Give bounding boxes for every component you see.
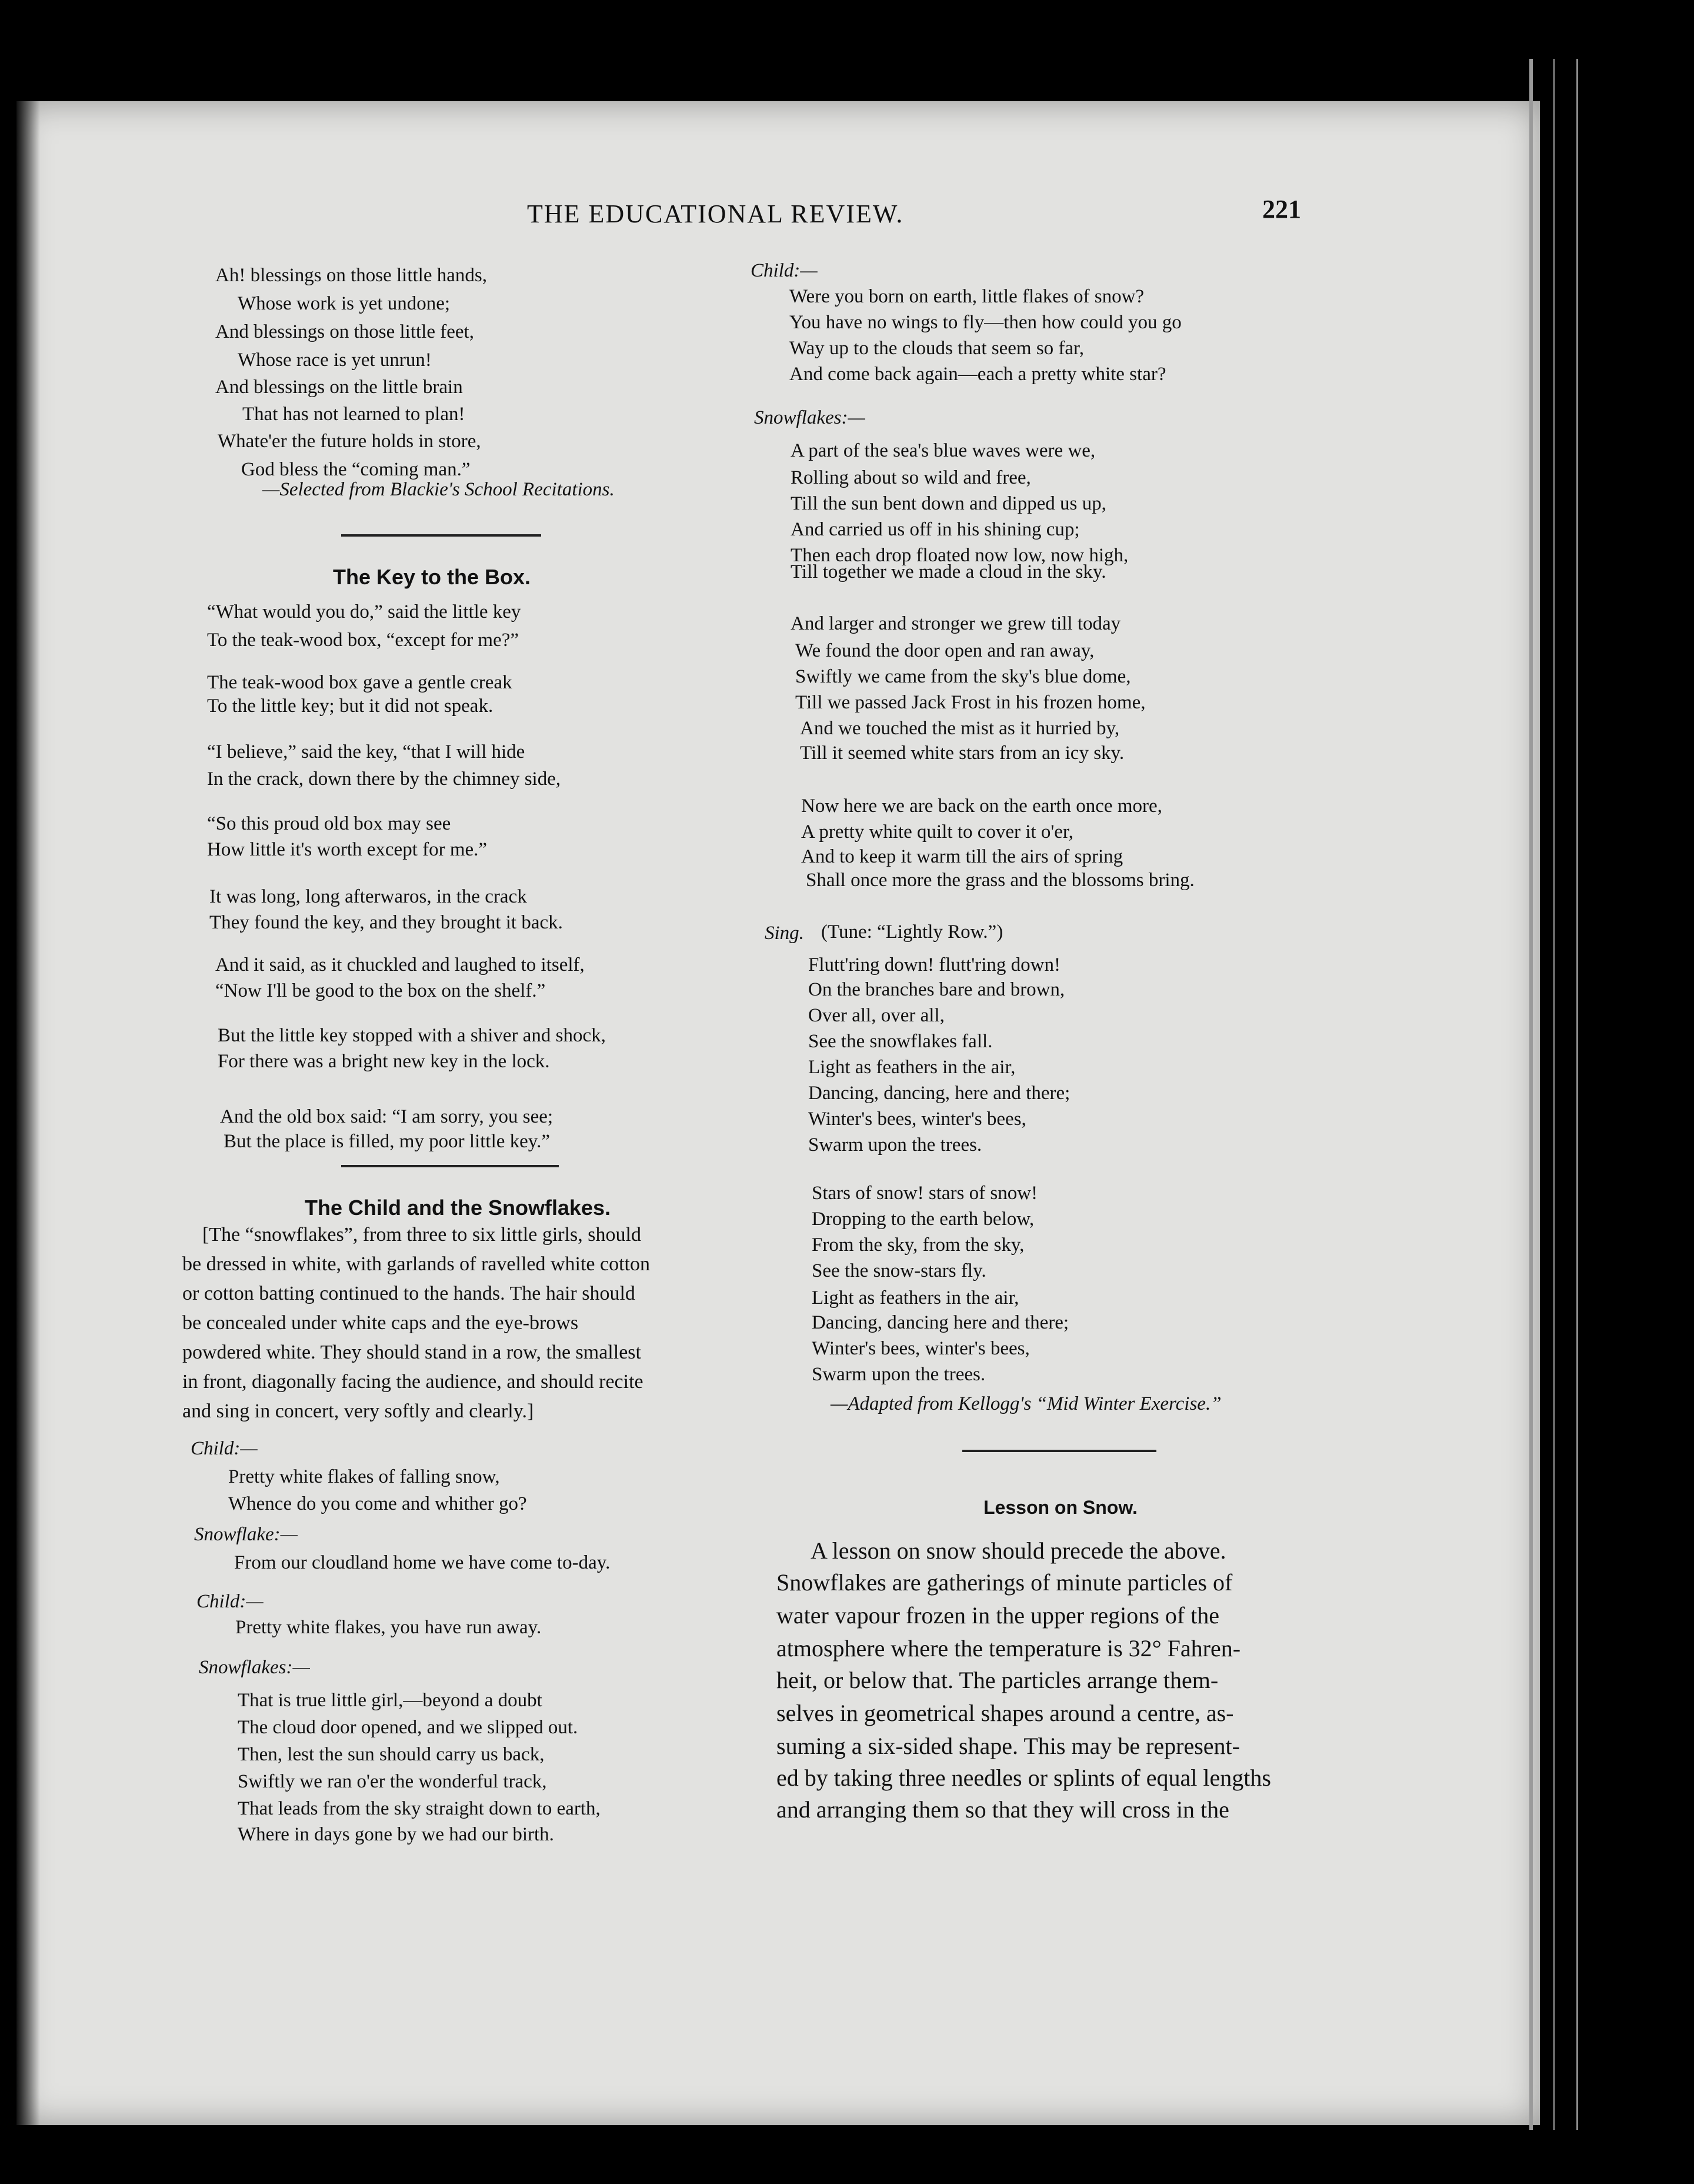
direction-line: be concealed under white caps and the eye-brows: [182, 1312, 579, 1334]
song-tune: (Tune: “Lightly Row.”): [821, 921, 1003, 943]
song-line: Swarm upon the trees.: [808, 1134, 982, 1156]
dialogue-line: Then, lest the sun should carry us back,: [238, 1744, 545, 1765]
song-line: Dropping to the earth below,: [812, 1208, 1035, 1230]
dialogue-line: That leads from the sky straight down to earth,: [238, 1798, 601, 1819]
song-line: Winter's bees, winter's bees,: [808, 1108, 1026, 1130]
poem-line: But the place is filled, my poor little key.”: [224, 1131, 551, 1152]
speaker-label: Child:—: [196, 1591, 264, 1612]
dialogue-line: From our cloudland home we have come to-day.: [234, 1552, 611, 1573]
dialogue-line: Till together we made a cloud in the sky.: [791, 561, 1106, 582]
page-number: 221: [1262, 195, 1301, 224]
dialogue-line: A part of the sea's blue waves were we,: [791, 440, 1096, 461]
direction-line: be dressed in white, with garlands of ravelled white cotton: [182, 1253, 650, 1275]
page-edge: [1576, 59, 1578, 2130]
poem-line: “What would you do,” said the little key: [207, 601, 521, 622]
song-line: Dancing, dancing, here and there;: [808, 1083, 1071, 1104]
poem-line: That has not learned to plan!: [242, 404, 465, 425]
song-line: Swarm upon the trees.: [812, 1364, 986, 1385]
poem-line: And it said, as it chuckled and laughed to itself,: [215, 954, 585, 976]
speaker-label: Snowflakes:—: [754, 407, 865, 428]
dialogue-line: And we touched the mist as it hurried by,: [800, 718, 1120, 739]
song-credit: —Adapted from Kellogg's “Mid Winter Exercise.”: [831, 1393, 1222, 1414]
speaker-label: Child:—: [191, 1438, 258, 1459]
direction-line: or cotton batting continued to the hands. The hair should: [182, 1283, 635, 1304]
dialogue-line: Now here we are back on the earth once more,: [801, 795, 1162, 817]
song-line: See the snow-stars fly.: [812, 1260, 986, 1281]
poem-title: The Key to the Box.: [333, 565, 531, 589]
poem-line: To the teak-wood box, “except for me?”: [207, 630, 519, 651]
dialogue-line: And larger and stronger we grew till today: [791, 613, 1121, 634]
poem-credit: —Selected from Blackie's School Recitations.: [262, 479, 615, 500]
dialogue-line: And come back again—each a pretty white star?: [789, 364, 1166, 385]
dialogue-line: Then each drop floated now low, now high,: [791, 545, 1129, 566]
dialogue-line: You have no wings to fly—then how could you go: [789, 312, 1182, 333]
dialogue-line: Till it seemed white stars from an icy sky.: [800, 743, 1125, 764]
dialogue-line: Till we passed Jack Frost in his frozen home,: [795, 692, 1146, 713]
song-line: Light as feathers in the air,: [812, 1287, 1019, 1309]
page-edge: [1553, 59, 1555, 2130]
song-line: Winter's bees, winter's bees,: [812, 1338, 1030, 1359]
direction-line: and sing in concert, very softly and clearly.]: [182, 1400, 534, 1422]
poem-line: “I believe,” said the key, “that I will hide: [207, 741, 525, 763]
section-divider: [341, 534, 541, 537]
poem-line: The teak-wood box gave a gentle creak: [207, 672, 512, 693]
poem-line: And blessings on the little brain: [215, 377, 463, 398]
paragraph-line: A lesson on snow should precede the above.: [811, 1537, 1226, 1564]
poem-line: How little it's worth except for me.”: [207, 839, 488, 860]
song-line: From the sky, from the sky,: [812, 1234, 1025, 1256]
speaker-label: Snowflakes:—: [199, 1657, 310, 1678]
paragraph-line: water vapour frozen in the upper regions of the: [776, 1602, 1220, 1629]
section-title: Lesson on Snow.: [983, 1497, 1138, 1518]
song-line: Over all, over all,: [808, 1005, 945, 1026]
song-line: See the snowflakes fall.: [808, 1031, 993, 1052]
dialogue-line: Were you born on earth, little flakes of snow?: [789, 286, 1145, 307]
poem-line: God bless the “coming man.”: [241, 459, 471, 480]
dialogue-line: Whence do you come and whither go?: [228, 1493, 527, 1514]
dialogue-line: Swiftly we came from the sky's blue dome,: [795, 666, 1131, 687]
poem-line: For there was a bright new key in the lock.: [218, 1051, 550, 1072]
poem-line: Whose race is yet unrun!: [238, 349, 432, 371]
paragraph-line: suming a six-sided shape. This may be represent-: [776, 1733, 1240, 1759]
dialogue-line: Pretty white flakes, you have run away.: [235, 1617, 542, 1638]
song-line: Flutt'ring down! flutt'ring down!: [808, 954, 1061, 976]
dialogue-line: Shall once more the grass and the blossoms bring.: [806, 870, 1195, 891]
dialogue-line: And carried us off in his shining cup;: [791, 519, 1080, 540]
direction-line: in front, diagonally facing the audience, and should recite: [182, 1371, 643, 1393]
speaker-label: Child:—: [751, 260, 818, 281]
dialogue-line: That is true little girl,—beyond a doubt: [238, 1690, 542, 1711]
poem-line: To the little key; but it did not speak.: [207, 695, 493, 717]
dialogue-line: Swiftly we ran o'er the wonderful track,: [238, 1771, 547, 1792]
paragraph-line: and arranging them so that they will cross in the: [776, 1796, 1229, 1823]
paragraph-line: heit, or below that. The particles arrange them-: [776, 1667, 1219, 1693]
paragraph-line: Snowflakes are gatherings of minute particles of: [776, 1569, 1233, 1596]
dialogue-line: We found the door open and ran away,: [795, 640, 1095, 661]
dialogue-line: Rolling about so wild and free,: [791, 467, 1031, 488]
dialogue-line: A pretty white quilt to cover it o'er,: [801, 821, 1073, 843]
poem-title: The Child and the Snowflakes.: [305, 1196, 611, 1220]
song-line: Light as feathers in the air,: [808, 1057, 1016, 1078]
dialogue-line: The cloud door opened, and we slipped out.: [238, 1717, 578, 1738]
poem-line: Whose work is yet undone;: [238, 293, 451, 314]
poem-line: “So this proud old box may see: [207, 813, 451, 834]
dialogue-line: And to keep it warm till the airs of spring: [801, 846, 1123, 867]
dialogue-line: Way up to the clouds that seem so far,: [789, 338, 1084, 359]
direction-line: powdered white. They should stand in a row, the smallest: [182, 1341, 641, 1363]
song-line: On the branches bare and brown,: [808, 979, 1065, 1000]
dialogue-line: Till the sun bent down and dipped us up,: [791, 493, 1106, 514]
poem-line: Whate'er the future holds in store,: [218, 431, 481, 452]
section-divider: [341, 1165, 559, 1167]
poem-line: Ah! blessings on those little hands,: [215, 265, 487, 286]
song-line: Stars of snow! stars of snow!: [812, 1183, 1038, 1204]
page-edge: [1529, 59, 1533, 2130]
section-divider: [962, 1450, 1156, 1452]
poem-line: They found the key, and they brought it back.: [209, 912, 563, 933]
direction-line: [The “snowflakes”, from three to six little girls, should: [202, 1224, 641, 1246]
poem-line: “Now I'll be good to the box on the shelf.”: [215, 980, 546, 1001]
song-line: Dancing, dancing here and there;: [812, 1312, 1069, 1333]
poem-line: And blessings on those little feet,: [215, 321, 474, 342]
poem-line: In the crack, down there by the chimney side,: [207, 768, 561, 790]
song-label: Sing.: [765, 923, 804, 944]
gutter-shadow: [16, 101, 40, 2125]
paragraph-line: atmosphere where the temperature is 32° Fahren-: [776, 1635, 1241, 1662]
dialogue-line: Pretty white flakes of falling snow,: [228, 1466, 500, 1487]
poem-line: It was long, long afterwaros, in the crack: [209, 886, 527, 907]
poem-line: But the little key stopped with a shiver and shock,: [218, 1025, 606, 1046]
paragraph-line: selves in geometrical shapes around a centre, as-: [776, 1700, 1234, 1726]
poem-line: And the old box said: “I am sorry, you see;: [220, 1106, 553, 1127]
paragraph-line: ed by taking three needles or splints of equal lengths: [776, 1764, 1271, 1791]
speaker-label: Snowflake:—: [194, 1524, 298, 1545]
dialogue-line: Where in days gone by we had our birth.: [238, 1824, 554, 1845]
running-head: THE EDUCATIONAL REVIEW.: [527, 199, 904, 228]
